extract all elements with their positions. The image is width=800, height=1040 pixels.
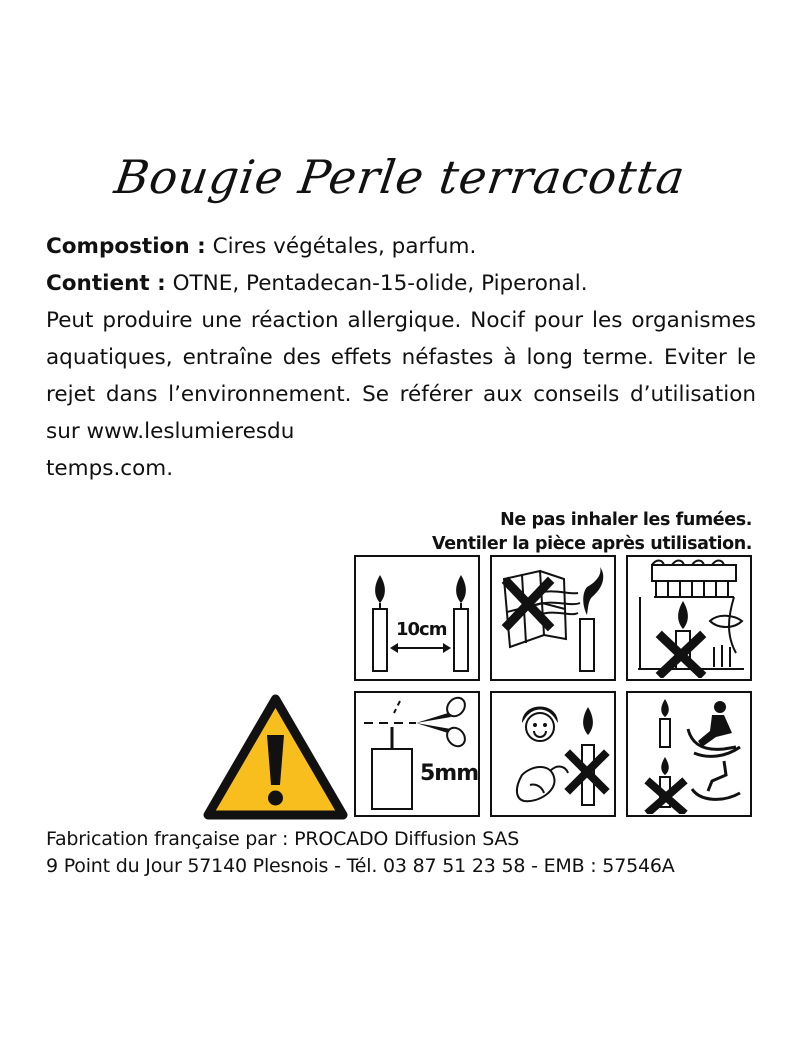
warning-triangle-icon [203,693,348,821]
warning-paragraph: Peut produire une réaction allergique. Nocif pour les organismes aquatiques, entraîne des effets néfastes à long terme. Eviter le rejet dans l’environnement. Se référer aux conseils d’utilisation sur www.leslumieresdu [46,308,756,444]
no-draught-icon [490,555,616,681]
wick-length-label: 5mm [420,761,479,786]
contains-value: OTNE, Pentadecan-15-olide, Piperonal. [172,271,588,296]
contains-label: Contient : [46,271,166,296]
warning-paragraph-end: temps.com. [46,456,174,481]
never-unattended-icon [626,691,752,817]
fumes-warning-line2: Ventiler la pièce après utilisation. [432,534,752,554]
distance-label: 10cm [396,619,447,640]
composition-value: Cires végétales, parfum. [212,234,477,259]
trim-wick-icon [354,691,480,817]
keep-away-children-pets-icon [490,691,616,817]
label-text [46,228,756,487]
address-line: 9 Point du Jour 57140 Plesnois - Tél. 03 87 51 23 58 - EMB : 57546A [46,855,675,877]
fumes-warning-line1: Ne pas inhaler les fumées. [500,510,752,530]
manufacturer-footer [46,826,766,880]
product-title: Bougie Perle terracotta [111,150,689,204]
composition-label: Compostion : [46,234,206,259]
composition-line [46,228,756,265]
fumes-warning [432,508,752,556]
no-curtains-icon [626,555,752,681]
candles-distance-icon [354,555,480,681]
contains-line [46,265,756,302]
safety-pictograms [354,555,752,823]
manufacturer-line: Fabrication française par : PROCADO Diffusion SAS [46,828,520,850]
